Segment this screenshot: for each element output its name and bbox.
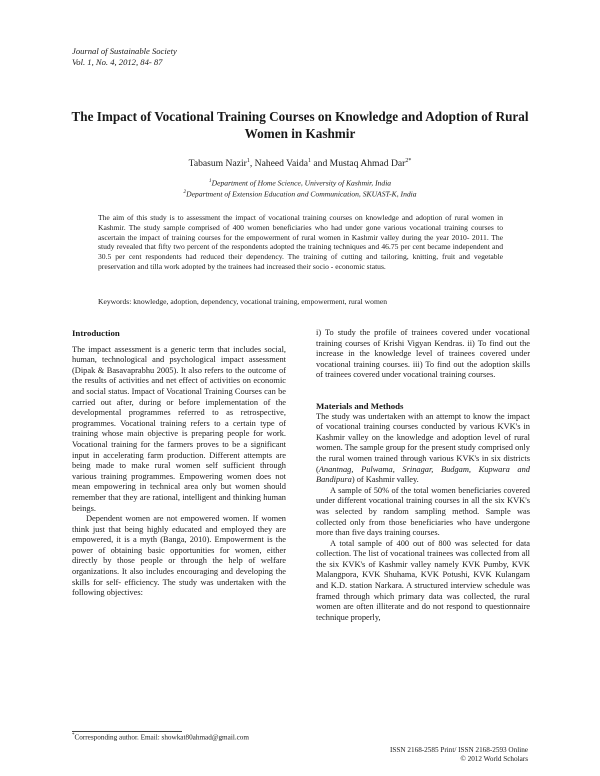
author-separator: ,: [249, 158, 255, 170]
affiliation-text: Department of Home Science, University of Kashmir, India: [211, 178, 392, 188]
issn-line: ISSN 2168-2585 Print/ ISSN 2168-2593 Online: [390, 746, 528, 754]
copyright-line: © 2012 World Scholars: [460, 755, 528, 763]
section-heading-methods: Materials and Methods: [316, 400, 404, 411]
intro-paragraph: The impact assessment is a generic term that includes social, human, technological and psychological impact assessment (Dipak & Basavaprabhu 2005). It also refers to the outcome of the results of activities and net effect of activities on economic and social status. Impact of Vocational Training Courses can be carried out after, during or before implementation of the developmental programmes referred to as retrospective, programmes. Vocational training refers to a certain type of training whose main objective is preparing people for work. Vocational training for the farmers proves to be a significant input in accelerating farm production. Different attempts are being made to make rural women self sufficient through various training programmes. Empowering women does not mean empowering in technical area only but women should remember that they are rational, intelligent and thinking human beings.: [72, 344, 286, 513]
author-name: Mustaq Ahmad Dar: [329, 158, 406, 170]
intro-paragraph: Dependent women are not empowered women. If women think just that being highly educated and employed they are empowered, it is a myth (Banga, 2010). Empowerment is the power of obtaining basic opportunities for women, either directly by those people or through the help of welfare organizations. It also includes encouraging and developing the skills for self- efficiency. The study was undertaken with the following objectives:: [72, 514, 286, 598]
author-list: [60, 158, 540, 169]
footnote: [72, 733, 249, 741]
author-name: Tabasum Nazir: [188, 158, 247, 170]
objectives-paragraph: i) To study the profile of trainees covered under vocational training courses of Krishi Vigyan Kendras. ii) To find out the increase in the knowledge level of trainees covered under vocational training courses. iii) To find out the adoption skills of trainees covered under vocational training courses.: [316, 328, 530, 380]
affiliations: [60, 177, 540, 200]
keywords: Keywords: knowledge, adoption, dependency, vocational training, empowerment, rural women: [98, 297, 388, 306]
methods-text: The study was undertaken with an attempt to know the impact of vocational training courses conducted by various KVK's in Kashmir valley on the knowledge and adoption level of rural women. The sample group for the present study comprised only the rural women trained through various KVK's in six districts (: [316, 411, 530, 474]
author-separator: and: [311, 158, 330, 170]
journal-header: [72, 46, 177, 68]
affiliation: [60, 188, 540, 199]
journal-volume: Vol. 1, No. 4, 2012, 84- 87: [72, 57, 163, 67]
left-column: [72, 328, 286, 599]
section-heading-introduction: Introduction: [72, 328, 120, 338]
author-name: Naheed Vaida: [254, 158, 309, 170]
footnote-mark: *: [72, 733, 75, 738]
affiliation: [60, 177, 540, 188]
abstract: The aim of this study is to assessment the impact of vocational training courses on knowledge and adoption of rural women in Kashmir. The study sample comprised of 400 women beneficiaries who had under gone various vocational training courses to ascertain the impact of training courses for the empowerment of rural women in Kashmir valley during the year 2010- 2011. The study revealed that fifty two percent of the respondents adopted the training techniques and 46.75 per cent became independent and 30.5 per cent respondents had reduced their dependency. The training of cutting and tailoring, knitting, fruit and vegetable preservation and tilla work adopted by the trainees had increased their socio - economic status.: [98, 213, 503, 271]
district-list: Anantnag, Pulwama, Srinagar, Budgam, Kupwara and Bandipura: [316, 464, 530, 485]
methods-paragraph: [316, 412, 530, 486]
issn-block: [390, 746, 528, 764]
methods-paragraph: A total sample of 400 out of 800 was selected for data collection. The list of vocational trainees was collected from all the six KVK's of Kashmir valley namely KVK Pumby, KVK Malangpora, KVK Shuhama, KVK Potushi, KVK Kulangam and K.D. station Narkara. A structured interview schedule was framed through which primary data was collected, the rural women are often illiterate and do not respond to questionnaire technique properly,: [316, 538, 530, 622]
author-affiliation-mark: 1: [246, 158, 250, 164]
footnote-divider: [72, 731, 182, 732]
methods-paragraph: A sample of 50% of the total women beneficiaries covered under different vocational training courses in all the six KVK's was selected by random sampling method. Sample was collected only from those beneficiaries who have undergone more than five days training courses.: [316, 485, 530, 538]
affiliation-mark: 2: [183, 189, 187, 196]
affiliation-text: Department of Extension Education and Communication, SKUAST-K, India: [186, 189, 417, 199]
author-affiliation-mark: 1: [308, 158, 312, 164]
methods-text: ) of Kashmir valley.: [351, 475, 419, 485]
affiliation-mark: 1: [208, 178, 212, 184]
author-affiliation-mark: 2*: [405, 158, 412, 164]
right-column: [316, 328, 530, 623]
paper-title: The Impact of Vocational Training Courses on Knowledge and Adoption of Rural Women in Kashmir: [71, 109, 529, 141]
journal-name: Journal of Sustainable Society: [72, 46, 177, 56]
footnote-text: Corresponding author. Email: showkat80ahmad@gmail.com: [74, 733, 249, 742]
